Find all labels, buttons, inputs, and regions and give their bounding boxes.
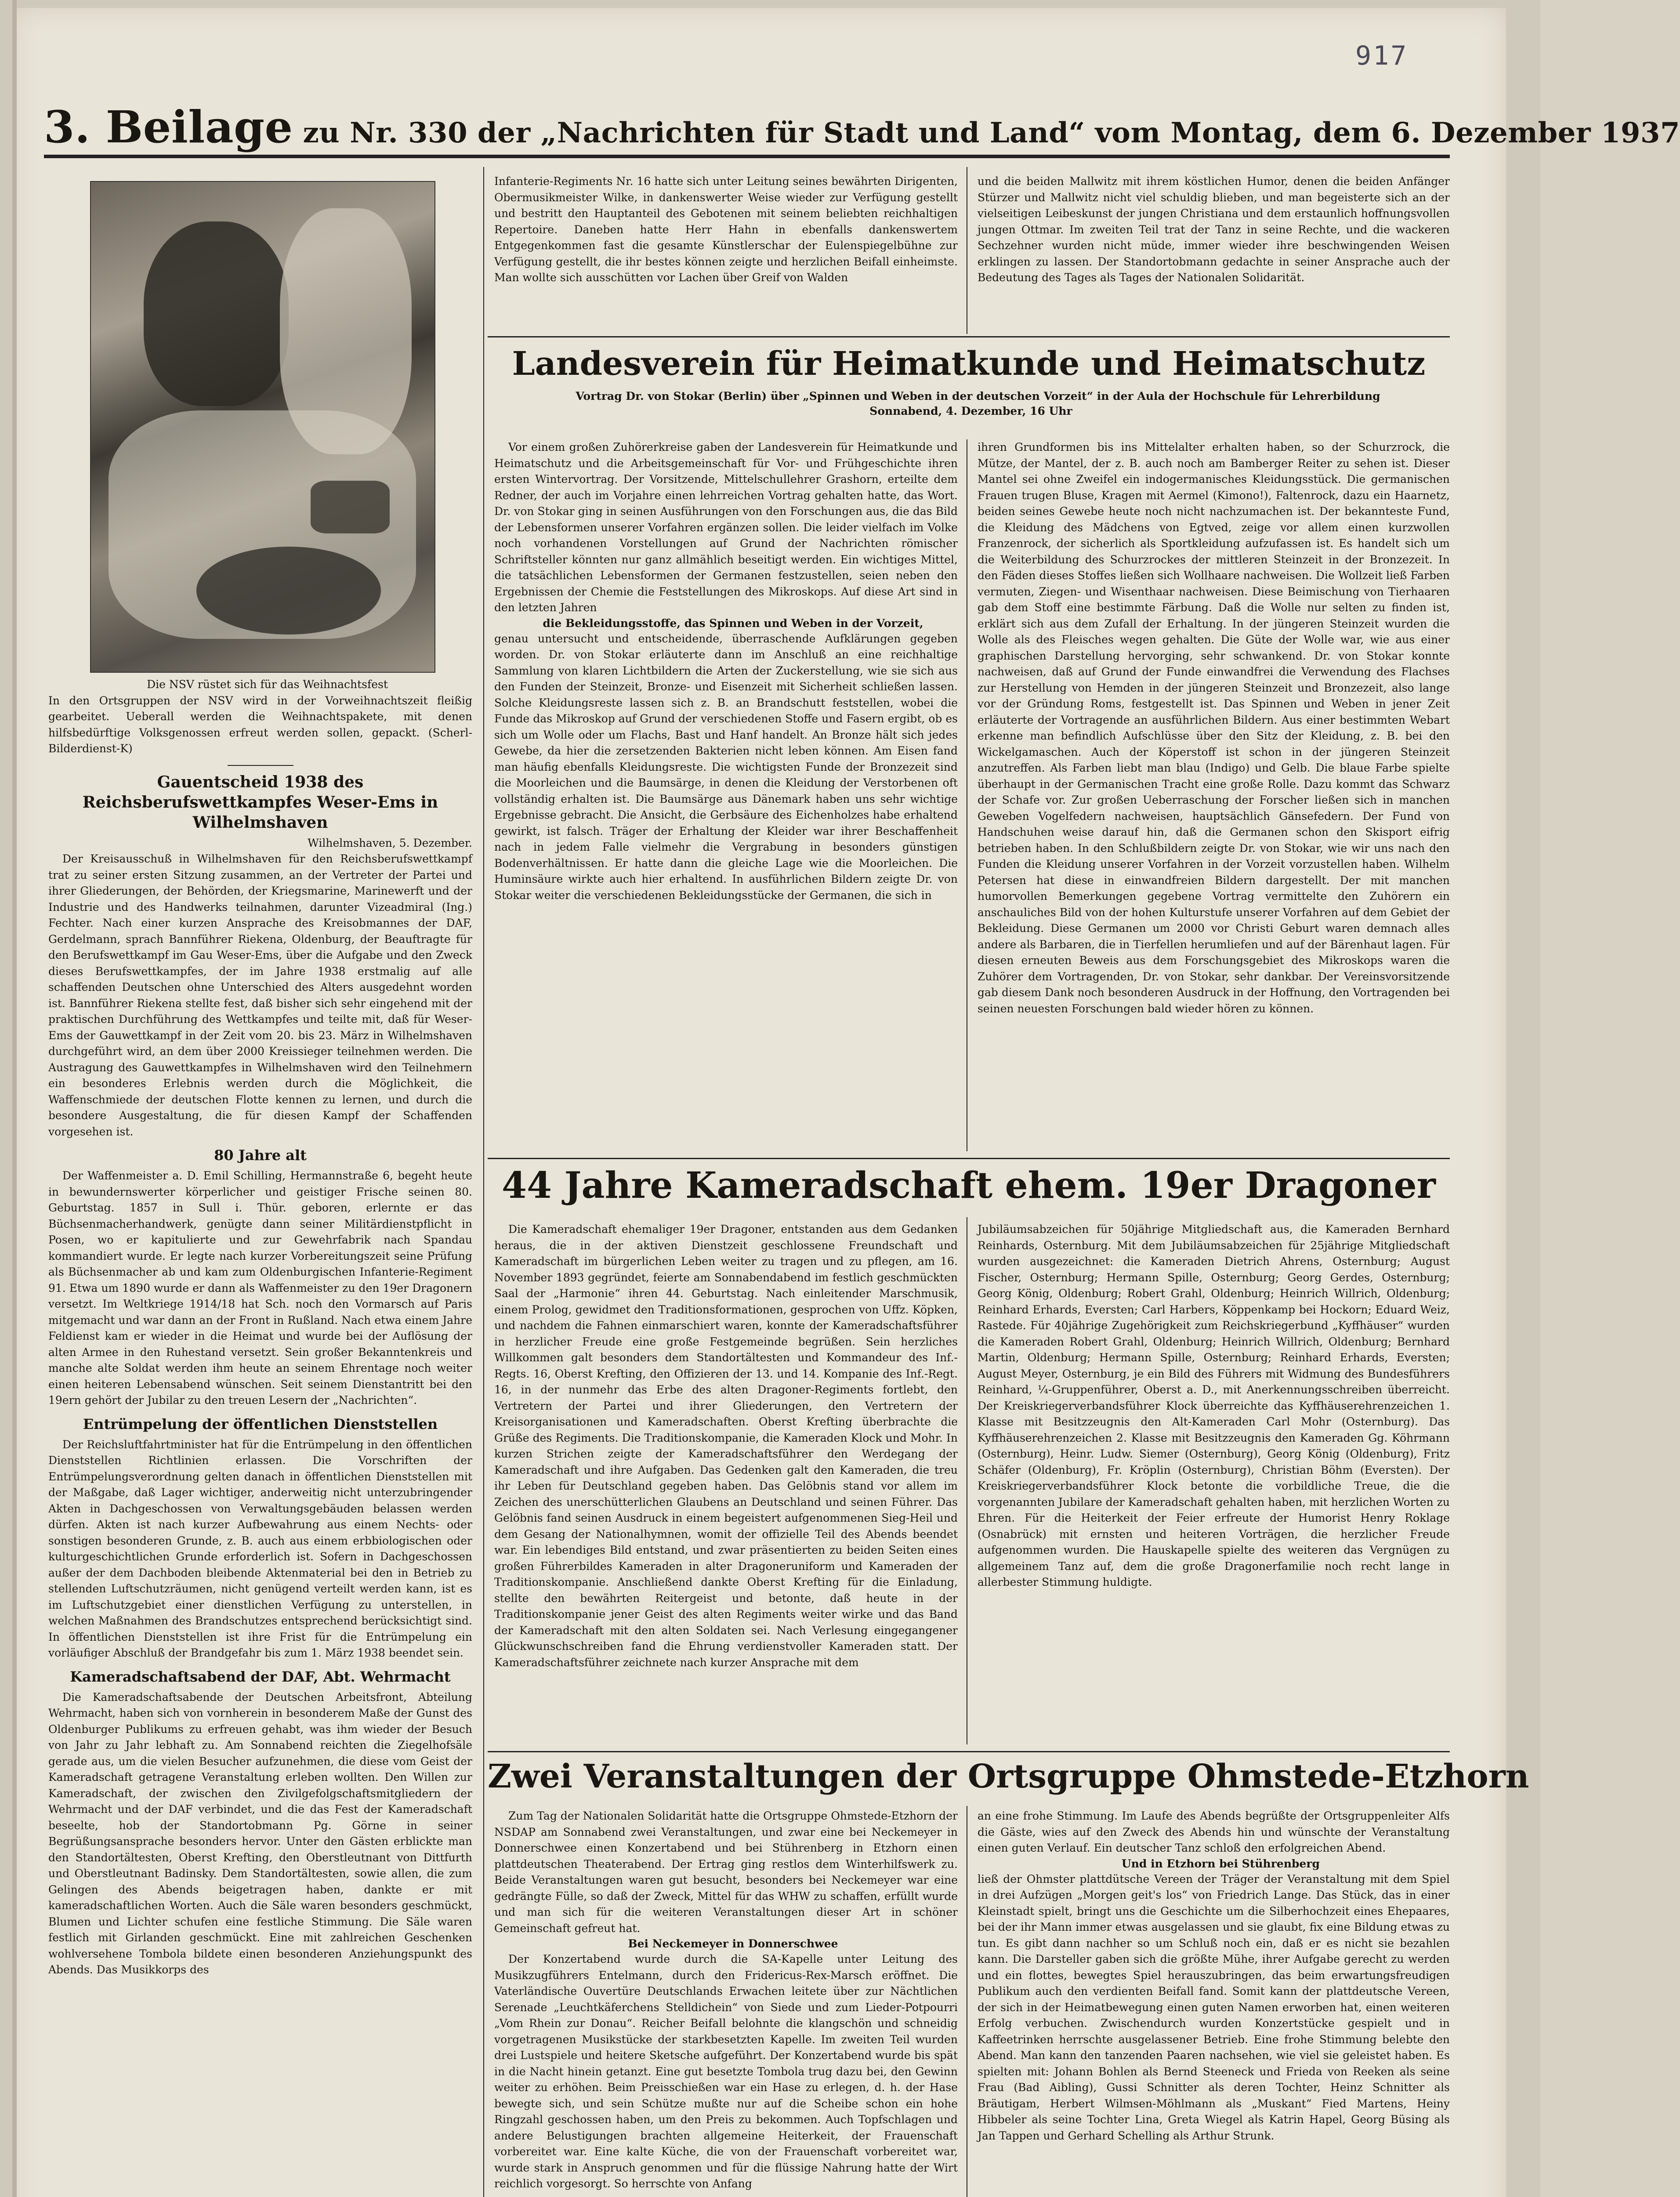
separator [228,765,293,766]
art5-subtitle: Vortrag Dr. von Stokar (Berlin) über „Spinnen und Weben in der deutschen Vorzeit“ in der Aula der Hochschule für Lehrerbildung Sonnabend, 4. Dezember, 16 Uhr [576,390,1380,417]
art2-body: Der Waffenmeister a. D. Emil Schilling, Hermannstraße 6, begeht heute in bewundernswerter körperlicher und geistiger Frische seinen 80. Geburtstag. 1857 in Sull i. Thür. geboren, erlernte er das Büchsenmacherhandwerk, genügte dann seiner Militärdienstpflicht in Posen, wo er kapitulierte und zur Gewehrfabrik nach Spandau kommandiert wurde. Er legte nach kurzer Vorbereitungszeit seine Prüfung als Büchsenmacher ab und kam zum Oldenburgischen Infanterie-Regiment 91. Etwa um 1890 wurde er dann als Waffenmeister zu den 19er Dragonern versetzt. Im Weltkriege 1914/18 hat Sch. noch den Vormarsch auf Paris mitgemacht und war dann an der Front in Rußland. Nach etwa einem Jahre Feldienst kam er wieder in die Heimat und wurde bei der Auflösung der alten Armee in den Ruhestand versetzt. Sein großer Bekanntenkreis und manche alte Soldat werden ihm heute an seinem Ehrentage noch weiter einen heiteren Lebensabend wünschen. Seit seinem Dienstantritt bei den 19ern gehört der Jubilar zu den treuen Lesern der „Nachrichten“. [48,1169,472,1407]
art7-title: Zwei Veranstaltungen der Ortsgruppe Ohmstede-Etzhorn [488,1758,1529,1795]
column-divider-1 [483,167,484,1217]
masthead-prefix: 3. Beilage [44,101,293,153]
masthead-rule [44,155,1450,158]
photo-packages [196,547,381,634]
nsv-photo [90,181,435,673]
photo-figure-dark [144,221,289,406]
art7-body1: Zum Tag der Nationalen Solidarität hatte die Ortsgruppe Ohmstede-Etzhorn der NSDAP am Sonnabend zwei Veranstaltungen, und zwar eine bei Neckemeyer in Donnerschwee einen Konzertabend und bei Stührenberg in Etzhorn einen plattdeutschen Theaterabend. Der Ertrag ging restlos dem Winterhilfswerk zu. Beide Veranstaltungen waren gut besucht, besonders bei Neckemeyer war eine gedrängte Fülle, so daß der Zweck, Mittel für das WHW zu schaffen, erfüllt wurde und man sich für die weiteren Veranstaltungen dieser Art in schöner Gemeinschaft gefreut hat. [494,1809,958,1935]
art6-title: 44 Jahre Kameradschaft ehem. 19er Dragoner [502,1164,1436,1207]
art5-col-1 [494,439,958,1151]
art5-subhead: die Bekleidungsstoffe, das Spinnen und Weben in der Vorzeit, [543,616,923,630]
art4-cont-body: Infanterie-Regiments Nr. 16 hatte sich unter Leitung seines bewährten Dirigenten, Obermusikmeister Wilke, in dankenswerter Weise wieder zur Verfügung gestellt und bestritt den Hauptanteil des Gebotenen mit seinem beliebten reichhaltigen Repertoire. Daneben hatte Herr Hahn in ebenfalls dankenswertem Entgegenkommen fast die gesamte Künstlerschar der Eulenspiegelbühne zur Verfügung gestellt, die ihr bestes können zeigte und herzlichen Beifall einheimste. Man wollte sich ausschütten vor Lachen über Greif von Walden [494,175,958,284]
photo-caption: Die NSV rüstet sich für das Weihnachtsfest [147,678,388,691]
art7-subhead2: Und in Etzhorn bei Stührenberg [1121,1857,1320,1870]
column-divider-3 [483,1217,484,2197]
art7-body2: Der Konzertabend wurde durch die SA-Kapelle unter Leitung des Musikzugführers Entelmann, durch den Fridericus-Rex-Marsch eröffnet. Die Vaterländische Ouvertüre Deutschlands Erwachen leitete über zur Nächtlichen Serenade „Leuchtkäferchens Stelldichein“ von Siede und zum Lieder-Potpourri „Vom Rhein zur Donau“. Reicher Beifall belohnte die klangschön und schneidig vorgetragenen Musikstücke der starkbesetzten Kapelle. Im zweiten Teil wurden drei Lustspiele und heitere Sketsche aufgeführt. Der Konzertabend wurde bis spät in die Nacht hinein getanzt. Eine gut besetzte Tombola trug dazu bei, den Gewinn weiter zu erhöhen. Beim Preisschießen war ein Hase zu erlegen, d. h. der Hase bewegte sich, und sein Schütze mußte nur auf die Scheibe schon ein hohe Ringzahl geschossen haben, um den Preis zu bekommen. Auch Topfschlagen und andere Belustigungen brachten allgemeine Heiterkeit, der Frauenschaft vorbereitet war. Eine kalte Küche, die von der Frauenschaft vorbereitet war, wurde stark in Anspruch genommen und für die flüssige Nahrung hatte der Wirt reichlich vorgesorgt. So herrschte von Anfang [494,1953,958,2190]
art4-title: Kameradschaftsabend der DAF, Abt. Wehrmacht [70,1668,451,1685]
art1-dateline: Wilhelmshaven, 5. Dezember. [308,836,472,849]
art2-title: 80 Jahre alt [214,1147,307,1164]
art3-title: Entrümpelung der öffentlichen Dienststellen [83,1415,438,1432]
left-column [48,677,472,2197]
art5-body3: ihren Grundformen bis ins Mittelalter erhalten haben, so der Schurzrock, die Mütze, der Mantel, der z. B. auch noch am Bamberger Reiter zu sehen ist. Dieser Mantel sei ohne Zweifel ein indogermanisches Kleidungsstück. Die germanischen Frauen trugen Bluse, Kragen mit Aermel (Kimono!), Faltenrock, dazu ein Haarnetz, beiden seines Gewebe heute noch nicht nachzumachen ist. Der bekannteste Fund, die Kleidung des Mädchens von Egtved, zeige vor allem einen kurzwollen Franzenrock, der sicherlich als Sportkleidung aufzufassen ist. Es handelt sich um die Weiterbildung des Schurzrockes der mittleren Steinzeit in der Bronzezeit. In den Fäden dieses Stoffes ließen sich Wollhaare nachweisen. Die Wollzeit ließ Farben vermuten, Ziegen- und Wisenthaar nachweisen. Diese Beimischung von Tierhaaren gab dem Stoff eine bestimmte Färbung. Daß die Wolle nur selten zu finden ist, erklärt sich aus dem Zufall der Erhaltung. In der jüngeren Steinzeit wurden die Wolle als des Fleisches wegen gehalten. Die Güte der Wolle war, wie aus einer graphischen Darstellung hervorging, sehr schwankend. Dr. von Stokar konnte nachweisen, daß auf Grund der Funde einwandfrei die Verwendung des Flachses zur Herstellung von Hemden in der jüngeren Steinzeit und Bronzezeit, also lange vor der Gründung Roms, festgestellt ist. Das Spinnen und Weben in jener Zeit erläuterte der Vortragende an ausführlichen Bildern. Aus einer bestimmten Webart erkenne man befindlich Aufschlüsse über den Sitz der Kleidung, z. B. bei den Wickelgamaschen. Auch der Köperstoff ist schon in der jüngeren Steinzeit anzutreffen. Als Farben liebt man blau (Indigo) und Gelb. Die blaue Farbe spielte überhaupt in der Germanischen Tracht eine große Rolle. Dazu kommt das Schwarz der Schafe vor. Zur großen Ueberraschung der Forscher ließen sich in manchen Geweben Vogelfedern nachweisen, hauptsächlich Gänsefedern. Der Fund von Handschuhen weise darauf hin, daß die Germanen schon den Skisport eifrig betrieben haben. In den Schlußbildern zeigte Dr. von Stokar, wie wir uns nach den Funden die Kleidung unserer Vorfahren in der Vorzeit vorzustellen haben. Wilhelm Petersen hat diese in einwandfreien Bildern dargestellt. Der mit manchen humorvollen Bemerkungen gegebene Vortrag vermittelte den Zuhörern ein anschauliches Bild von der hohen Kulturstufe unserer Vorfahren auf dem Gebiet der Bekleidung. Diese Germanen um 2000 vor Christi Geburt waren demnach alles andere als Barbaren, die in Tierfellen herumliefen und auf der Bärenhaut lagen. Für diesen erneuten Beweis aus dem Forschungsgebiet des Mikroskops waren die Zuhörer dem Vortragenden, Dr. von Stokar, sehr dankbar. Der Vereinsvorsitzende gab diesem Dank noch besonderen Ausdruck in der Hoffnung, den Vortragenden bei seinen neuesten Forschungen bald wieder hören zu können. [978,441,1450,1015]
art1-title: Gauentscheid 1938 des Reichsberufswettkampfes Weser-Ems in Wilhelmshaven [82,772,438,832]
art7-col-2 [978,1808,1450,2197]
art4-cont2-body: und die beiden Mallwitz mit ihrem köstlichen Humor, denen die beiden Anfänger Stürzer und Mallwitz nicht viel schuldig blieben, und man begeisterte sich an der vielseitigen Leibeskunst der jungen Christiana und dem erstaunlich hoffnungsvollen jungen Ottmar. Im zweiten Teil trat der Tanz in seine Rechte, und die wackeren Sechzehner wurden nicht müde, immer wieder ihre beschwingenden Weisen erklingen zu lassen. Der Standortobmann gedachte in seiner Ansprache auch der Bedeutung des Tages als Tages der Nationalen Solidarität. [978,175,1450,284]
rule-art5-top [488,336,1450,337]
rule-art7-top [488,1751,1450,1752]
art7-subhead1: Bei Neckemeyer in Donnerschwee [628,1937,838,1950]
art6-body2: Jubiläumsabzeichen für 50jährige Mitgliedschaft aus, die Kameraden Bernhard Reinhards, Osternburg. Mit dem Jubiläumsabzeichen für 25jährige Mitgliedschaft wurden ausgezeichnet: die Kameraden Dietrich Ahrens, Osternburg; August Fischer, Osternburg; Hermann Spille, Osternburg; Georg Gerdes, Osternburg; Georg König, Oldenburg; Robert Grahl, Oldenburg; Heinrich Willrich, Oldenburg; Reinhard Erhards, Eversten; Carl Harbers, Köppenkamp bei Hockorn; Eduard Weiz, Rastede. Für 40jährige Zugehörigkeit zum Reichskriegerbund „Kyffhäuser“ wurden die Kameraden Robert Grahl, Oldenburg; Heinrich Willrich, Oldenburg; Bernhard Martin, Oldenburg; Hermann Spille, Osternburg; Reinhard Erhards, Eversten; August Meyer, Osternburg, je ein Bild des Führers mit Widmung des Bundesführers Reinhard, ¼-Gruppenführer, Oberst a. D., mit Anerkennungsschreiben überreicht. Der Kreiskriegerverbandsführer Klock überreichte das Kyffhäuserehrenzeichen 1. Klasse mit Besitzzeugnis den Alt-Kameraden Carl Mohr (Osternburg). Das Kyffhäuserehrenzeichen 2. Klasse mit Besitzzeugnis den Kameraden Gg. Köhrmann (Osternburg), Heinr. Ludw. Siemer (Osternburg), Georg König (Oldenburg), Fritz Schäfer (Oldenburg), Fr. Kröplin (Osternburg), Christian Böhm (Eversten). Der Kreiskriegerverbandsführer Klock betonte die vorbildliche Treue, die die vorgenannten Jubilare der Kameradschaft gehalten haben, mit herzlichen Worten zu Ehren. Für die Heiterkeit der Feier erfreute der Humorist Henry Roklage (Osnabrück) mit ernsten und heiteren Vorträgen, die herzlicher Freude aufgenommen wurden. Die Hauskapelle spielte des weiteren das Vergnügen zu allgemeinem Tanz auf, dem die große Dragonerfamilie noch recht lange in allerbester Stimmung huldigte. [978,1223,1450,1588]
art7-body3: an eine frohe Stimmung. Im Laufe des Abends begrüßte der Ortsgruppenleiter Alfs die Gäste, wies auf den Zweck des Abends hin und wünschte der Veranstaltung einen guten Verlauf. Ein deutscher Tanz schloß den erfolgreichen Abend. [978,1809,1450,1854]
page-fold-edge [12,0,17,2197]
rule-art6-top [488,1158,1450,1159]
masthead [44,101,1680,153]
art5-body2: genau untersucht und entscheidende, überraschende Aufklärungen gegeben worden. Dr. von Stokar erläuterte dann im Anschluß an eine reichhaltige Sammlung von klaren Lichtbildern die Arten der Zuckerstellung, wie sie sich aus den Funden der Steinzeit, Bronze- und Eisenzeit mit Sicherheit schließen lassen. Solche Kleidungsreste lassen sich z. B. an Brandschutt feststellen, wobei die Funde das Mikroskop auf Grund der verschiedenen Stoffe und Fasern ergibt, ob es sich um Wolle oder um Flachs, Bast und Hanf handelt. An Bronze hält sich jedes Gewebe, da hier die zersetzenden Bakterien nicht leben können. Am Eisen fand man häufig ebenfalls Kleidungsreste. Die wichtigsten Funde der Bronzezeit sind die Moorleichen und die Baumsärge, in denen die Kleidung der Verstorbenen oft vollständig erhalten ist. Die Baumsärge aus Dänemark haben uns sehr wichtige Ergebnisse gebracht. Die Ansicht, die Gerbsäure des Eichenholzes habe erhaltend gewirkt, ist falsch. Träger der Erhaltung der Kleider war ihrer Beschaffenheit nach in jedem Falle vielmehr die Vergrabung in besonders günstigen Bodenverhältnissen. Er hatte dann die gleiche Lage wie die Moorleichen. Die Huminsäure wirkte auch hier erhaltend. In ausführlichen Bildern zeigte Dr. von Stokar weiter die verschiedenen Bekleidungsstücke der Germanen, die sich in [494,632,958,902]
art7-body4: ließ der Ohmster plattdütsche Vereen der Träger der Veranstaltung mit dem Spiel in drei Aufzügen „Morgen geit's los“ von Friedrich Lange. Das Stück, das in einer Kleinstadt spielt, bringt uns die Geschichte um die Silberhochzeit eines Ehepaares, bei der ihr Mann immer etwas ausgelassen und sie glaubt, fix eine Bildung etwas zu tun. Es gibt dann nachher so um Schluß noch ein, daß er es nicht sie bezahlen kann. Die Darsteller gaben sich die größte Mühe, ihrer Aufgabe gerecht zu werden und ein flottes, bewegtes Spiel herauszubringen, das beim erwartungsfreudigen Publikum auch den verdienten Beifall fand. Somit kann der plattdeutsche Vereen, der sich in der Heimatbewegung einen guten Namen erworben hat, einen weiteren Erfolg verbuchen. Zwischendurch wurden Konzertstücke gespielt und in Kaffeetrinken herrschte ausgelassener Betrieb. Eine frohe Stimmung belebte den Abend. Man kann den tanzenden Paaren nachsehen, wie viel sie geleistet haben. Es spielten mit: Johann Bohlen als Bernd Steeneck und Frieda von Reeken als seine Frau (Bad Aibling), Gussi Schnitter als deren Tochter, Heinz Schnitter als Bräutigam, Herbert Wilmsen-Möhlmann als „Muskant“ Fied Martens, Heiny Hibbeler als seine Tochter Lina, Greta Wiegel als Katrin Hapel, Georg Büsing als Jan Tappen und Gerhard Schelling als Arthur Strunk. [978,1872,1450,2142]
art5-title: Landesverein für Heimatkunde und Heimatschutz [512,345,1426,383]
art6-col-2 [978,1222,1450,1744]
art4-continuation [494,174,958,332]
art5-col-2 [978,439,1450,1151]
art3-body: Der Reichsluftfahrtminister hat für die Entrümpelung in den öffentlichen Dienststellen Richtlinien erlassen. Die Vorschriften der Entrümpelungsverordnung gelten danach in öffentlichen Dienststellen mit der Maßgabe, daß Lager wichtiger, anderweitig nicht unterzubringender Akten in Dachgeschossen von Verwaltungsgebäuden belassen werden dürfen. Akten ist nach kurzer Aufbewahrung aus einem Nechts- oder sonstigen besonderen Grunde, z. B. auch aus einem erbbiologischen oder kulturgeschichtlichen Grunde erforderlich ist. Sofern in Dachgeschossen außer der dem Dachboden bleibende Aktenmaterial bei den in Betrieb zu stellenden Luftschutzräumen, nicht genügend verteilt werden kann, ist es im Luftschutzgebiet einer dienstlichen Verfügung zu unterstellen, in welchen Maßnahmen des Brandschutzes entsprechend berücksichtigt sind. In öffentlichen Dienststellen ist ihre Frist für die Entrümpelung ein vorläufiger Abschluß der Brandgefahr bis zum 1. März 1938 beendet sein. [48,1438,472,1659]
art4-continuation-2 [978,174,1450,332]
art6-body1: Die Kameradschaft ehemaliger 19er Dragoner, entstanden aus dem Gedanken heraus, die in der aktiven Dienstzeit geschlossene Freundschaft und Kameradschaft im bürgerlichen Leben weiter zu tragen und zu pflegen, am 16. November 1893 gegründet, feierte am Sonnabendabend im festlich geschmückten Saal der „Harmonie“ ihren 44. Geburtstag. Nach einleitender Marschmusik, einem Prolog, gewidmet den Traditionsformationen, gesprochen von Uffz. Köpken, und nachdem die Fahnen einmarschiert waren, konnte der Kameradschaftsführer in herzlicher Freude eine große Festgemeinde begrüßen. Sein herzliches Willkommen galt besonders dem Standortältesten und Kommandeur des Inf.-Regts. 16, Oberst Krefting, den Offizieren der 13. und 14. Kompanie des Inf.-Regt. 16, in der nunmehr das Erbe des alten Dragoner-Regiments fortlebt, den Vertretern der Partei und ihrer Gliederungen, den Vertretern der Kreisorganisationen und Kameradschaften. Oberst Krefting überbrachte die Grüße des Regiments. Die Traditionskompanie, die Kameraden Klock und Mohr. In kurzen Strichen zeigte der Kameradschaftsführer den Werdegang der Kameradschaft und ihre Aufgaben. Das Gedenken galt den Kameraden, die treu ihr Leben für Deutschland gegeben haben. Das Gelöbnis stand vor allem im Zeichen des unerschütterlichen Glaubens an Deutschland und seinen Führer. Das Gelöbnis fand seinen Ausdruck in einem begeistert aufgenommenen Sieg-Heil und dem Gesang der Nationalhymnen, womit der offizielle Teil des Abends beendet war. Ein lebendiges Bild entstand, und zwar präsentierten zu beiden Seiten eines großen Führerbildes Kameraden in alter Dragoneruniform und Kameraden der Traditionskompanie. Anschließend dankte Oberst Krefting für die Einladung, stellte den bewährten Reitergeist und betonte, daß heute in der Traditionskompanie jener Geist des alten Regiments weiter wirke und das Band der Kameradschaft mit den alten Soldaten sei. Nach Verlesung eingegangener Glückwunschschreiben fand die Ehrung verdienstvoller Kameraden statt. Der Kameradschaftsführer zeichnete nach kurzer Ansprache mit dem [494,1223,958,1669]
masthead-rest: zu Nr. 330 der „Nachrichten für Stadt und Land“ vom Montag, dem 6. Dezember 1937 [303,116,1680,149]
art1-body: Der Kreisausschuß in Wilhelmshaven für den Reichsberufswettkampf trat zu seiner ersten Sitzung zusammen, an der Vertreter der Partei und ihrer Gliederungen, der Behörden, der Kriegsmarine, Marinewerft und der Industrie und des Handwerks teilnahmen, darunter Vizeadmiral (Ing.) Fechter. Nach einer kurzen Ansprache des Kreisobmannes der DAF, Gerdelmann, sprach Bannführer Riekena, Oldenburg, der Beauftragte für den Berufswettkampf im Gau Weser-Ems, über die Aufgabe und den Zweck dieses Berufswettkampfes, der im Jahre 1938 erstmalig auf alle schaffenden Deutschen ohne Unterschied des Alters ausgedehnt worden ist. Bannführer Riekena stellte fest, daß bisher sich sehr eingehend mit der praktischen Durchführung des Wettkampfes und teilte mit, daß für Weser-Ems der Gauwettkampf in der Zeit vom 20. bis 23. März in Wilhelmshaven durchgeführt wird, an dem über 2000 Kreissieger teilnehmen werden. Die Austragung des Gauwettkampfes in Wilhelmshaven wird den Teilnehmern ein besonderes Erlebnis werden durch die Möglichkeit, die Waffenschmiede der deutschen Flotte kennen zu lernen, und durch die besondere Ausgestaltung, die für diesen Kampf der Schaffenden vorgesehen ist. [48,852,472,1138]
photo-box [311,481,390,533]
art5-subtitle-wrap [527,389,1415,428]
page-number: 917 [1355,40,1408,71]
art7-col-1 [494,1808,958,2197]
art6-col-1 [494,1222,958,1744]
photo-text: In den Ortsgruppen der NSV wird in der Vorweihnachtszeit fleißig gearbeitet. Ueberall werden die Weihnachtspakete, mit denen hilfsbedürftige Volksgenossen erfreut werden sollen, gepackt. (Scherl-Bilderdienst-K) [48,694,472,755]
art5-body1: Vor einem großen Zuhörerkreise gaben der Landesverein für Heimatkunde und Heimatschutz und die Arbeitsgemeinschaft für Vor- und Frühgeschichte ihren ersten Wintervortrag. Der Vorsitzende, Mittelschullehrer Grashorn, erteilte dem Redner, der auch im Vorjahre einen lehrreichen Vortrag gehalten hatte, das Wort. Dr. von Stokar ging in seinen Ausführungen von den Forschungen aus, die das Bild der Lebensformen unserer Vorfahren ergänzen sollen. Die leider vielfach im Volke noch vorhandenen Vorstellungen auf Grund der Nachrichten römischer Schriftsteller könnten nur ganz allmählich beseitigt werden. Ein wichtiges Mittel, die tatsächlichen Lebensformen der Germanen festzustellen, seien neben den Ergebnissen der Chemie die Feststellungen des Mikroskops. Auf diese Art sind in den letzten Jahren [494,441,958,614]
art4-body: Die Kameradschaftsabende der Deutschen Arbeitsfront, Abteilung Wehrmacht, haben sich von vornherein in besonderem Maße der Gunst des Oldenburger Publikums zu erfreuen gehabt, was ihm wieder der Besuch von Jahr zu Jahr lebhaft zu. Am Sonnabend reichten die Ziegelhofsäle gerade aus, um die vielen Besucher aufzunehmen, die diese vom Geist der Kameradschaft getragene Veranstaltung erleben wollten. Den Willen zur Kameradschaft, der zwischen den Zivilgefolgschaftsmitgliedern der Wehrmacht und der DAF verbindet, und die das Fest der Kameradschaft beseelte, hob der Standortobmann Pg. Görne in seiner Begrüßungsansprache besonders hervor. Unter den Gästen erblickte man den Standortältesten, Oberst Krefting, den Oberstleutnant von Dittfurth und Oberstleutnant Badinsky. Dem Standortältesten, sowie allen, die zum Gelingen des Abends beigetragen haben, dankte er mit kameradschaftlichen Worten. Auch die Säle waren besonders geschmückt, Blumen und Lichter schufen eine festliche Stimmung. Die Säle waren festlich mit Girlanden geschmückt. Eine mit zahlreichen Geschenken wohlversehene Tombola bildete einen besonderen Anziehungspunkt des Abends. Das Musikkorps des [48,1690,472,1976]
